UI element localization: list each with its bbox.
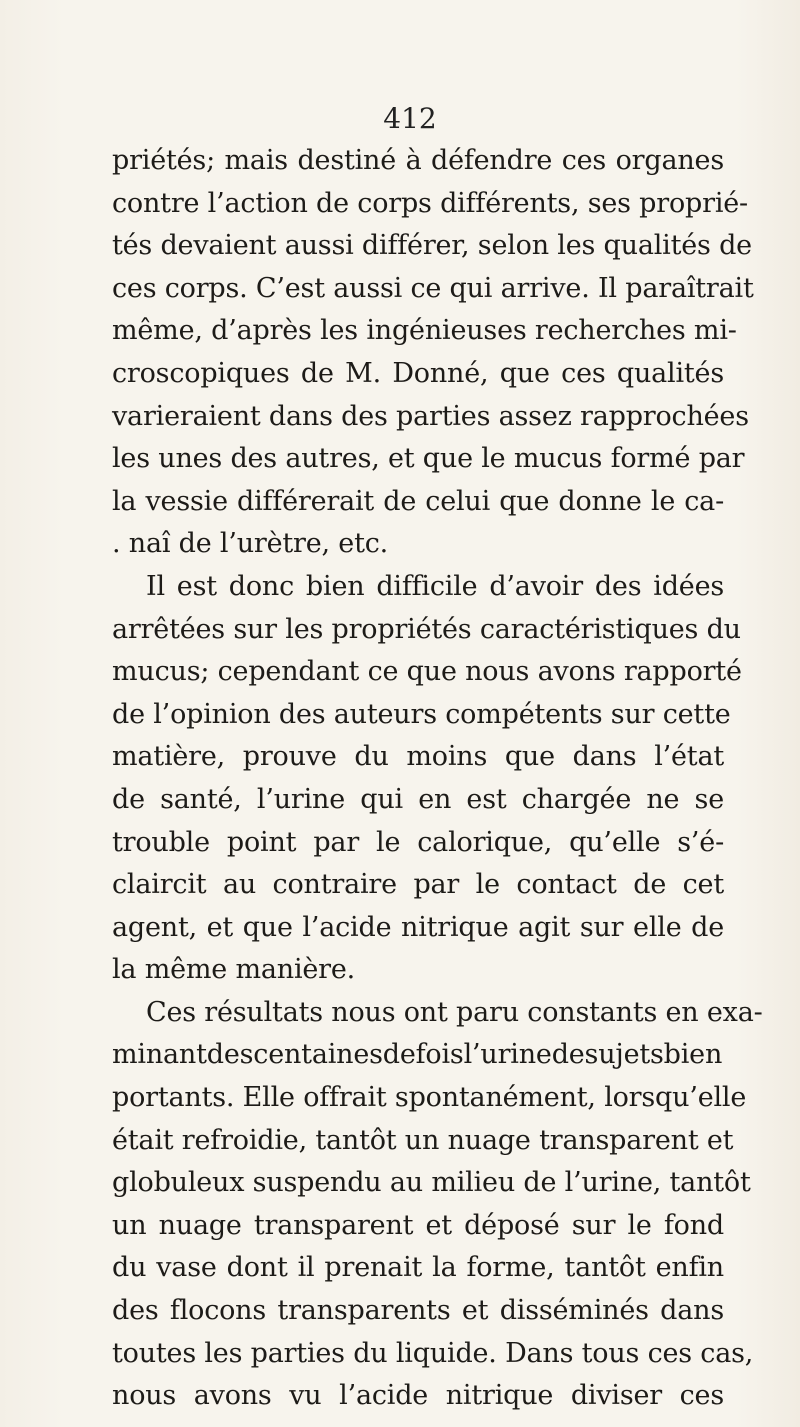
text-line: arrêtées sur les propriétés caractéristiques du — [112, 613, 741, 645]
text-line: tés devaient aussi différer, selon les qualités de — [112, 230, 752, 262]
text-line: nous avons vu l’acide nitrique diviser ces — [112, 1380, 724, 1412]
body-text — [112, 140, 763, 1418]
text-line: croscopiques de M. Donné, que ces qualités — [112, 357, 724, 389]
text-line: . naî de l’urètre, etc. — [112, 528, 389, 560]
text-line: priétés; mais destiné à défendre ces organes — [112, 145, 724, 176]
text-line: la vessie différerait de celui que donne le ca- — [112, 485, 724, 517]
text-line: la même manière. — [112, 954, 356, 986]
text-line: claircit au contraire par le contact de cet — [112, 869, 724, 901]
text-line: agent, et que l’acide nitrique agit sur elle de — [112, 911, 724, 943]
text-line: portants. Elle offrait spontanément, lorsqu’elle — [112, 1082, 747, 1114]
text-line: de l’opinion des auteurs compétents sur cette — [112, 698, 731, 730]
page-number: 412 — [383, 102, 437, 135]
text-line: minantdescentainesdefoisl’urinedesujetsbien — [112, 1039, 723, 1071]
text-line: les unes des autres, et que le mucus formé par — [112, 443, 745, 475]
text-line: Il est donc bien difficile d’avoir des idées — [146, 570, 724, 602]
text-line: varieraient dans des parties assez rapprochées — [112, 400, 749, 432]
text-line: contre l’action de corps différents, ses proprié- — [112, 187, 748, 219]
text-line: globuleux suspendu au milieu de l’urine, tantôt — [112, 1167, 751, 1199]
text-line: ces corps. C’est aussi ce qui arrive. Il paraîtrait — [112, 272, 754, 304]
text-line: trouble point par le calorique, qu’elle s’é- — [112, 826, 724, 858]
text-line: mucus; cependant ce que nous avons rapporté — [112, 656, 742, 688]
text-line: était refroidie, tantôt un nuage transparent et — [112, 1124, 734, 1156]
text-line: un nuage transparent et déposé sur le fond — [112, 1209, 724, 1241]
text-line: Ces résultats nous ont paru constants en exa- — [146, 996, 763, 1028]
text-line: toutes les parties du liquide. Dans tous ces cas, — [112, 1337, 754, 1369]
text-line: des flocons transparents et disséminés dans — [112, 1295, 724, 1327]
text-line: même, d’après les ingénieuses recherches mi- — [112, 315, 737, 347]
text-line: du vase dont il prenait la forme, tantôt enfin — [112, 1252, 724, 1284]
text-line: matière, prouve du moins que dans l’état — [112, 741, 724, 773]
text-line: de santé, l’urine qui en est chargée ne se — [112, 783, 724, 815]
